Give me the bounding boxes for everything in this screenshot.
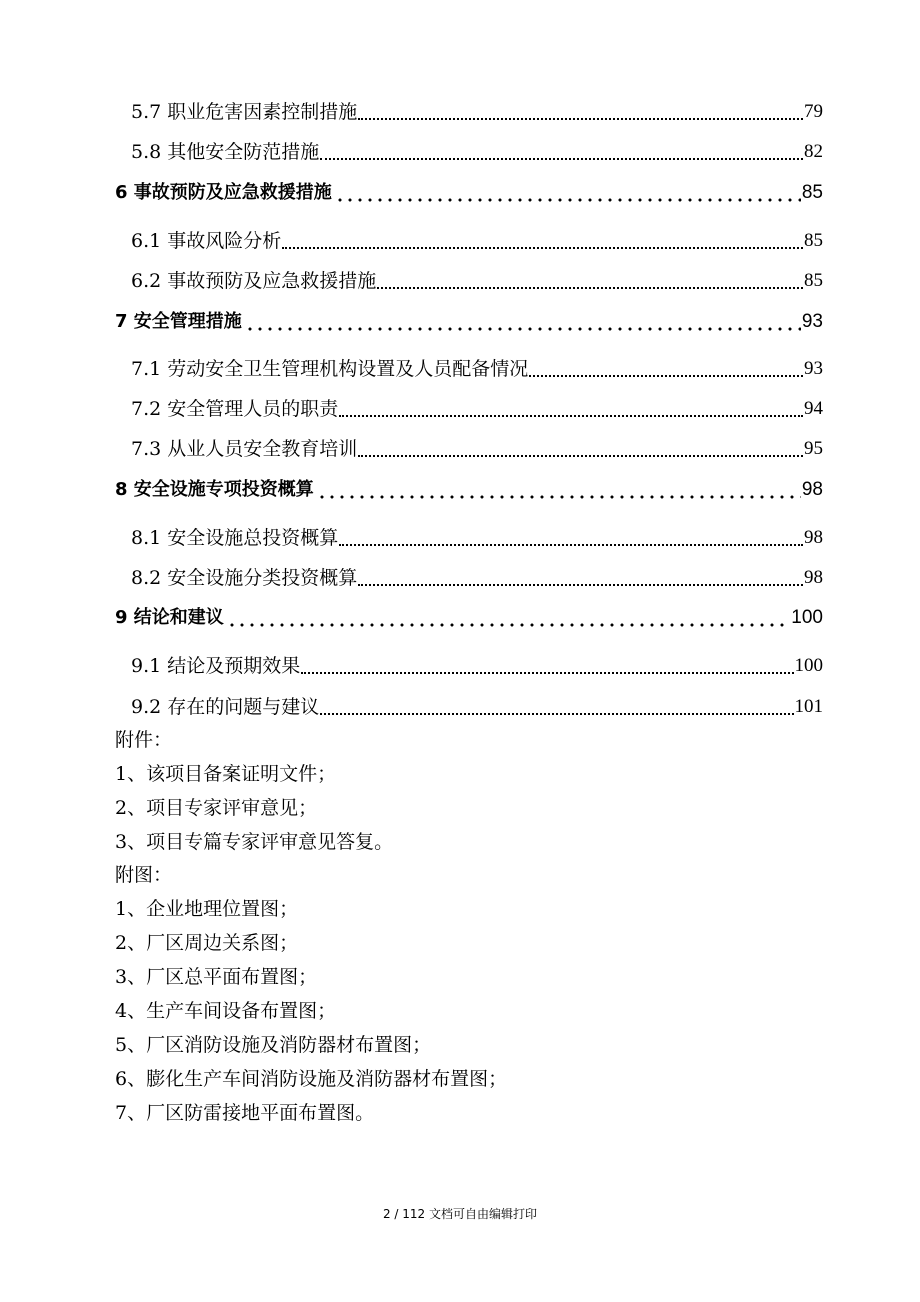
- toc-leader: [529, 369, 803, 377]
- toc-entry-title: 5.8 其他安全防范措施: [131, 141, 320, 163]
- figure-item: 4、生产车间设备布置图；: [115, 1000, 337, 1022]
- toc-entry-page: 79: [804, 101, 823, 122]
- toc-entry-page: 101: [794, 696, 823, 717]
- toc-entry[interactable]: [131, 526, 823, 550]
- toc-leader: [301, 666, 793, 674]
- toc-entry[interactable]: [131, 100, 823, 124]
- toc-leader: [377, 281, 803, 289]
- toc-leader: [320, 152, 803, 160]
- figure-item: 7、厂区防雷接地平面布置图。: [115, 1102, 375, 1124]
- toc-entry-page: 93: [804, 358, 823, 379]
- toc-entry-page: 95: [804, 438, 823, 459]
- toc-leader: [333, 196, 801, 202]
- toc-entry-title: 8.1 安全设施总投资概算: [131, 527, 339, 549]
- toc-chapter-entry[interactable]: [115, 181, 823, 205]
- toc-entry-title: 6 事故预防及应急救援措施: [115, 182, 332, 203]
- toc-entry[interactable]: [131, 357, 823, 381]
- toc-chapter-entry[interactable]: [115, 310, 823, 334]
- toc-leader: [243, 325, 801, 331]
- attachment-item: 3、项目专篇专家评审意见答复。: [115, 831, 394, 853]
- figure-item: 2、厂区周边关系图；: [115, 932, 299, 954]
- toc-leader: [358, 449, 803, 457]
- toc-leader: [358, 578, 803, 586]
- toc-entry-title: 6.1 事故风险分析: [131, 230, 282, 252]
- toc-entry[interactable]: [131, 140, 823, 164]
- toc-entry-page: 100: [791, 607, 823, 628]
- toc-entry-page: 85: [804, 230, 823, 251]
- toc-entry-title: 7.2 安全管理人员的职责: [131, 398, 339, 420]
- toc-leader: [339, 409, 803, 417]
- toc-entry[interactable]: [131, 397, 823, 421]
- toc-entry-title: 9.1 结论及预期效果: [131, 655, 301, 677]
- toc-entry[interactable]: [131, 654, 823, 678]
- toc-entry-page: 94: [804, 398, 823, 419]
- toc-entry-page: 93: [801, 311, 823, 332]
- toc-leader: [339, 538, 803, 546]
- toc-entry-title: 6.2 事故预防及应急救援措施: [131, 270, 377, 292]
- attachment-item: 2、项目专家评审意见；: [115, 797, 318, 819]
- toc-entry-page: 98: [804, 567, 823, 588]
- attachment-item: 1、该项目备案证明文件；: [115, 763, 337, 785]
- toc-entry[interactable]: [131, 437, 823, 461]
- attachments-heading: 附件：: [115, 729, 173, 751]
- toc-entry-title: 7 安全管理措施: [115, 311, 242, 332]
- figure-item: 1、企业地理位置图；: [115, 898, 299, 920]
- toc-entry-title: 7.1 劳动安全卫生管理机构设置及人员配备情况: [131, 358, 529, 380]
- toc-chapter-entry[interactable]: [115, 606, 823, 630]
- figure-item: 5、厂区消防设施及消防器材布置图；: [115, 1034, 432, 1056]
- toc-leader: [358, 112, 803, 120]
- toc-entry-title: 5.7 职业危害因素控制措施: [131, 101, 358, 123]
- toc-entry-title: 9.2 存在的问题与建议: [131, 696, 320, 718]
- toc-entry-page: 98: [801, 479, 823, 500]
- figure-item: 3、厂区总平面布置图；: [115, 966, 318, 988]
- page-footer: 2 / 112 文档可自由编辑打印: [382, 1207, 538, 1221]
- toc-entry-page: 100: [794, 655, 823, 676]
- toc-entry-title: 8 安全设施专项投资概算: [115, 479, 314, 500]
- toc-leader: [225, 621, 791, 627]
- toc-entry-page: 98: [804, 527, 823, 548]
- toc-entry[interactable]: [131, 269, 823, 293]
- toc-entry[interactable]: [131, 229, 823, 253]
- toc-entry-title: 7.3 从业人员安全教育培训: [131, 438, 358, 460]
- toc-entry-page: 85: [804, 270, 823, 291]
- toc-leader: [320, 707, 793, 715]
- toc-leader: [315, 493, 801, 499]
- toc-chapter-entry[interactable]: [115, 478, 823, 502]
- toc-entry[interactable]: [131, 695, 823, 719]
- toc-entry-title: 9 结论和建议: [115, 607, 224, 628]
- toc-entry[interactable]: [131, 566, 823, 590]
- toc-leader: [282, 241, 803, 249]
- figure-item: 6、膨化生产车间消防设施及消防器材布置图；: [115, 1068, 508, 1090]
- toc-entry-page: 82: [804, 141, 823, 162]
- toc-entry-page: 85: [801, 182, 823, 203]
- toc-entry-title: 8.2 安全设施分类投资概算: [131, 567, 358, 589]
- figures-heading: 附图：: [115, 864, 173, 886]
